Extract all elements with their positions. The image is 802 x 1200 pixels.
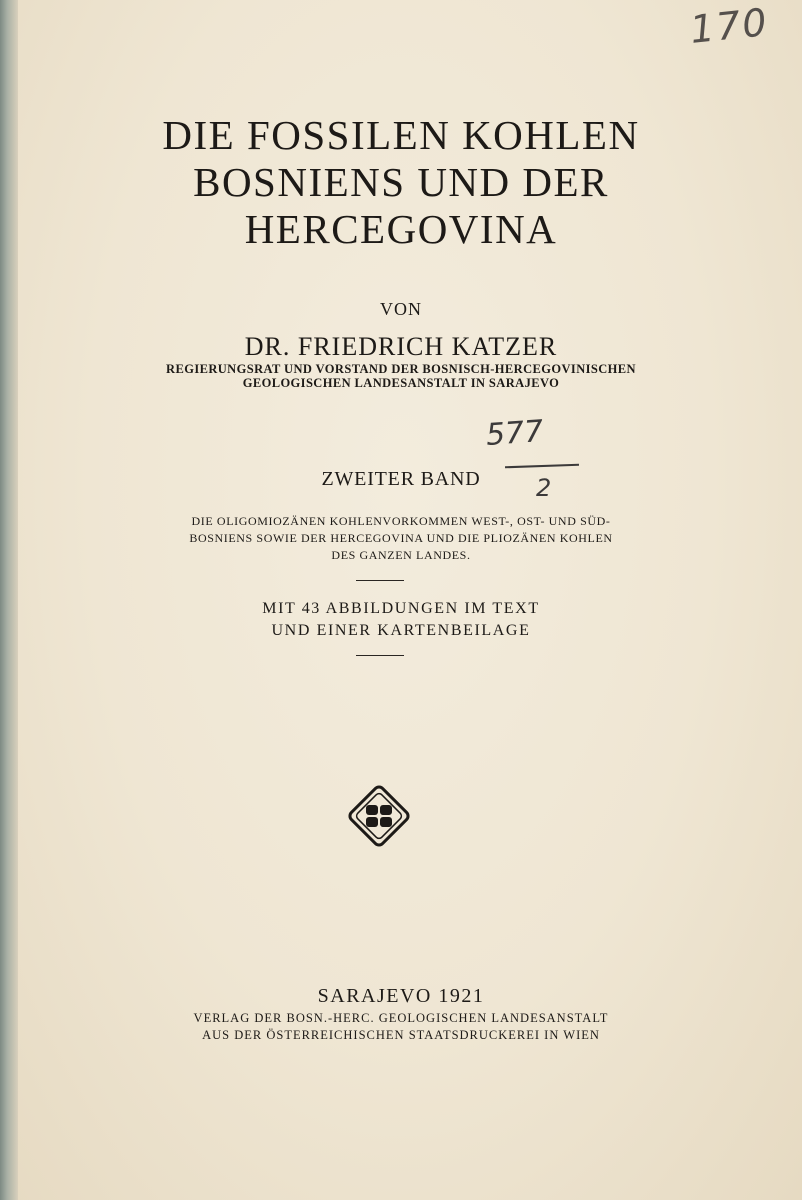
publisher-line-1: VERLAG DER BOSN.-HERC. GEOLOGISCHEN LANDESANSTALT [193,1011,609,1025]
description-line-3: DES GANZEN LANDES. [331,548,471,562]
divider-rule [356,580,404,581]
description-line-1: DIE OLIGOMIOZÄNEN KOHLENVORKOMMEN WEST-, OST- UND SÜD- [191,514,611,528]
place-and-year: SARAJEVO 1921 [317,985,485,1007]
title-line-1: DIE FOSSILEN KOHLEN [162,112,640,158]
book-title [0,112,802,253]
author-affiliation [0,362,802,390]
illustrations-line-1: MIT 43 ABBILDUNGEN IM TEXT [262,600,540,617]
handwritten-page-number: 170 [687,0,771,52]
author [0,332,802,362]
shelf-mark-denominator: 2 [536,474,552,502]
by-label: VON [380,299,422,319]
shelf-mark-numerator: 577 [484,414,545,453]
author-prefix: DR. [244,332,291,361]
title-line-3: HERCEGOVINA [244,206,558,252]
volume-label: ZWEITER BAND [321,468,481,490]
illustrations-line-2: UND EINER KARTENBEILAGE [271,622,531,639]
illustrations-note [0,598,802,642]
author-name: FRIEDRICH KATZER [297,332,558,361]
volume-description [0,513,802,564]
title-line-2: BOSNIENS UND DER [193,159,609,205]
description-line-2: BOSNIENS SOWIE DER HERCEGOVINA UND DIE PLIOZÄNEN KOHLEN [189,531,613,545]
affiliation-line-1: REGIERUNGSRAT UND VORSTAND DER BOSNISCH-HERCEGOVINISCHEN [166,362,636,376]
publisher-line-2: AUS DER ÖSTERREICHISCHEN STAATSDRUCKEREI IN WIEN [202,1028,600,1042]
printer-emblem-icon [344,785,414,847]
divider-rule [356,655,404,656]
publisher [0,1010,802,1044]
affiliation-line-2: GEOLOGISCHEN LANDESANSTALT IN SARAJEVO [242,376,560,390]
